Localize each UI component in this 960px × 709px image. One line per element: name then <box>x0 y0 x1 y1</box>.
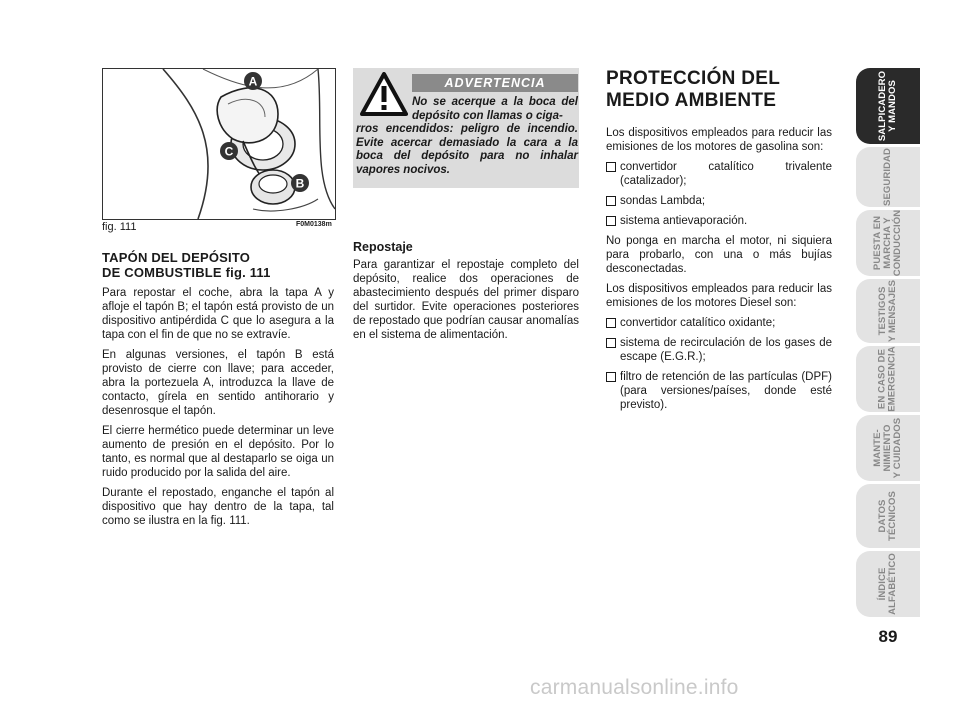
tab-label: EN CASO DE EMERGENCIA <box>877 346 898 412</box>
list-item <box>606 160 832 188</box>
list-item-text: filtro de retención de las partículas (DPF) (para versiones/países, donde esté previsto). <box>620 371 832 411</box>
environment-section <box>606 68 832 418</box>
tab-label: SEGURIDAD <box>882 148 893 206</box>
page-number: 89 <box>878 627 898 646</box>
list-item <box>606 316 832 330</box>
tab-mantenimiento[interactable] <box>856 415 920 481</box>
warning-text-lead: No se acerque a la boca del depósito con llamas o ciga- <box>412 96 578 122</box>
tab-testigos[interactable] <box>856 279 920 343</box>
gasoline-intro: Los dispositivos empleados para reducir las emisiones de los motores de gasolina son: <box>606 127 832 153</box>
checkbox-bullet-icon <box>606 162 616 172</box>
list-item-text: sondas Lambda; <box>620 195 706 207</box>
tab-seguridad[interactable] <box>856 147 920 207</box>
refuelling-section <box>353 240 579 342</box>
list-item-text: sistema antievaporación. <box>620 215 748 227</box>
tab-indice[interactable] <box>856 551 920 617</box>
warning-title: ADVERTENCIA <box>412 74 578 92</box>
fuel-cap-figure <box>102 68 336 220</box>
checkbox-bullet-icon <box>606 338 616 348</box>
list-item-text: convertidor catalítico trivalente (catalizador); <box>620 161 832 187</box>
spark-plug-note: No ponga en marcha el motor, ni siquiera para probarlo, con una o más bujías desconectadas. <box>606 235 832 275</box>
fuel-cap-paragraph: Durante el repostado, enganche el tapón al dispositivo que hay dentro de la tapa, tal como se ilustra en la fig. 111. <box>102 487 334 527</box>
watermark: carmanualsonline.info <box>530 676 739 699</box>
list-item <box>606 370 832 412</box>
tab-label: TESTIGOS Y MENSAJES <box>876 279 898 343</box>
figure-caption: fig. 111 <box>102 221 137 233</box>
fuel-cap-illustration <box>103 69 335 219</box>
tab-emergencia[interactable] <box>856 346 920 412</box>
list-item-text: sistema de recirculación de los gases de escape (E.G.R.); <box>620 337 832 363</box>
fuel-cap-paragraph: En algunas versiones, el tapón B está provisto de cierre con llave; para acceder, abra la portezuela A, introduzca la llave de contacto, gírela en sentido antihorario y desenrosque el tapón. <box>102 349 334 417</box>
diesel-intro: Los dispositivos empleados para reducir las emisiones de los motores Diesel son: <box>606 283 832 309</box>
warning-text <box>356 96 578 177</box>
fuel-cap-heading <box>102 250 334 280</box>
label-b: B <box>295 176 305 191</box>
environment-heading-line1: PROTECCIÓN DEL <box>606 68 781 89</box>
warning-text-rest: rros encendidos: peligro de incendio. Evite acercar demasiado la cara a la boca del depósito para no inhalar vapores nocivos. <box>356 123 578 176</box>
environment-heading-line2: MEDIO AMBIENTE <box>606 90 777 111</box>
figure-code: F0M0138m <box>296 221 332 228</box>
fuel-cap-section <box>102 250 334 534</box>
tab-puesta-en-marcha[interactable] <box>856 210 920 276</box>
tab-label: SALPICADERO Y MANDOS <box>877 70 898 142</box>
checkbox-bullet-icon <box>606 318 616 328</box>
checkbox-bullet-icon <box>606 196 616 206</box>
fuel-cap-heading-line1: TAPÓN DEL DEPÓSITO <box>102 250 251 265</box>
list-item <box>606 194 832 208</box>
fuel-cap-heading-line2: DE COMBUSTIBLE fig. 111 <box>102 265 271 280</box>
label-a: A <box>248 74 258 89</box>
environment-heading <box>606 68 832 112</box>
list-item-text: convertidor catalítico oxidante; <box>620 317 776 329</box>
tab-label: MANTE- NIMIENTO Y CUIDADOS <box>871 417 903 479</box>
list-item <box>606 336 832 364</box>
checkbox-bullet-icon <box>606 372 616 382</box>
fuel-cap-paragraph: Para repostar el coche, abra la tapa A y afloje el tapón B; el tapón está provisto de un dispositivo antipérdida C que lo asegura a la tapa con el fin de que no se extravíe. <box>102 287 334 341</box>
checkbox-bullet-icon <box>606 216 616 226</box>
tab-datos-tecnicos[interactable] <box>856 484 920 548</box>
tab-label: DATOS TÉCNICOS <box>876 491 898 541</box>
tab-label: PUESTA EN MARCHA Y CONDUCCIÓN <box>872 209 904 277</box>
fuel-cap-paragraph: El cierre hermético puede determinar un leve aumento de presión en el depósito. Por lo tanto, es normal que al destaparlo se oiga un ruido producido por la salida del aire. <box>102 425 334 479</box>
label-c: C <box>224 144 234 159</box>
tab-label: ÍNDICE ALFABÉTICO <box>876 553 898 615</box>
refuelling-paragraph: Para garantizar el repostaje completo del depósito, realice dos operaciones de abastecimiento después del primer disparo del surtidor. Evite operaciones posteriores de repostado que podrían causar anomalías en el sistema de alimentación. <box>353 259 579 341</box>
tab-salpicadero[interactable] <box>856 68 920 144</box>
refuelling-heading: Repostaje <box>353 240 413 254</box>
list-item <box>606 214 832 228</box>
